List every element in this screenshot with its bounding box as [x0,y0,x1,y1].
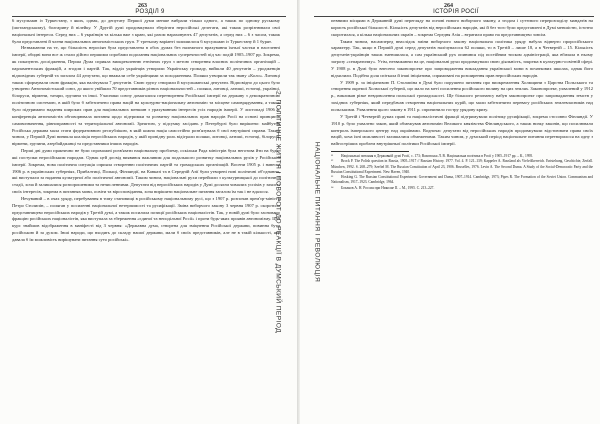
footnote-number: ¹³ [331,175,334,180]
right-header-rule [314,16,594,17]
right-side-title: НАЦІОНАЛЬНЕ ПИТАННЯ І РЕВОЛЮЦІЯ [313,141,321,283]
footnote-number: ¹¹ [331,154,334,159]
right-paragraph-4: У Третій і Четвертій думах праві та націоналістичні фракції підтримували політику русифікації, зокрема стосовно Фінляндії. У 1910 р. було ухвалено закон, який обмежував автономію Великого князівства Фінляндського, а також низку законів, що посилювали контроль імперського центру над окраїнами. Водночас депутати від неросійських народів продовжували відстоювати права своїх націй, хоча їхні можливості залишалися обмеженими. Таким чином, у думський період національне питання перетворилося на одну з найгостріших проблем внутрішньої політики Російської імперії. [331,113,593,147]
left-paragraph-1: 6 мусульман із Туркестану, з яких, однак, до депутату Першої думи менше вибрали тільки одного, а також по одному руському (шотландському), болгарину й вілейку. У Другій думі продовжували зберігати неросійські делегати, які також розрізнювали свої національні інтереси. Серед них – 6 українців та кілька вже з краю, які разом нараховують 47 депутатів, а серед них – 6 з часом, також були представлені й члени національних автономістських груп. У третьому варіанті залишилося 6 мусульман із Туркестану й 1 бурят. [12,18,280,44]
left-running-title: РОЗДІЛ 9 [135,9,165,15]
left-page-number: 263 [138,3,147,9]
footnote-rule [331,151,409,152]
left-paragraph-3: Перші дві думи практично не були спроможні розв'язати національну проблему, оскільки Рада міністрів була неготова йти на будь-які поступки неросійським народам. Однак цей досвід виявився важливим для подальшого розвитку національних рухів у Російській імперії. Зокрема, нова політична ситуація сприяла створенню політичних партій та громадських організацій. Восени 1905 р. і навесні 1906 р. в українських губерніях, Прибалтиці, Польщі, Фінляндії, на Кавказі та в Середній Азії були утворені нові політичні об'єднання, які виступали за надання культурної або політичної автономії. Таким чином, національні рухи перейшли з культурницької до політичної стадії, хоча й залишалися розпорошеними та нечисленними. Депутати від неросійських народів у Думі досягли чималих успіхів у захисті своїх інтересів, зокрема в питаннях мови, освіти та віросповідання, хоча вирішити національне питання загалом їм так і не вдалося. [12,148,280,195]
right-running-title: ІСТОРІЯ РОСІЇ [433,9,479,15]
footnote-number: ¹² [331,159,334,164]
right-page [300,0,600,424]
left-paragraph-4: Нечуваний – в очах уряду, перебування в тому становищі в російському національному русі, що з 1907 р. розпочав прем'єр-міністр Петро Столипін, – полягав у посиленні національної нетерпимості та русифікації. Зміна виборчого закону 3 червня 1907 р. скоротила представництво неросійських народів у Третій думі, а також посилила позиції російських націоналістів. Так, у новій думі було засновано фракцію російських націоналістів, яка виступала за збереження «єдиної та неподільної Росії» і проти будь-яких проявів автономізму. Цей курс знайшов відображення в маніфесті від 3 червня: «Державна дума, створена для зміцнення Російської держави, повинна бути російською й за духом. Інші народи, що входять до складу нашої держави, мали б своїх представників, але не в такій кількості, яка давала б їм можливість вирішувати питання суто російські». [12,195,280,242]
right-page-number: 264 [444,3,453,9]
footnote [331,159,593,175]
right-paragraph-2: Таким чином, насамперед внаслідок зміни виборчого закону національна політика уряду набула відверто проросійського характеру. Так, якщо в Першій думі серед депутатів налічувалося 62 поляки, то в Третій – лише 18, а в Четвертій – 15. Кількість депутатів-українців також зменшилася, а сам український рух опинився під постійним тиском адміністрації, яка вбачала в ньому загрозу «сепаратизму». Утім, незважаючи на це, національні рухи продовжували свою діяльність, зокрема в культурно-освітній сфері. У 1908 р. в Думі було внесено законопроект про запровадження викладання української мови в початкових школах, однак його відхилили. Подібна доля спіткала й інші ініціативи, спрямовані на розширення прав неросійських народів. [331,38,593,78]
footnote-text: Hosking G. The Russian Constitutional Experiment: Government and Duma, 1907–1914. Cambridge, 1973; Pipes R. The Formation of the Soviet Union. Communism and Nationalism, 1917–1923. Cambridge, 1964. [331,175,593,185]
footnote [331,175,593,186]
footnote-text: Brock P. The Polish question in Russia, 1905–1917 // Russian History. 1977. Vol. 4. P. 121–139; Kappeler A. Russland als Vielvölkerreich. Entstehung, Geschichte, Zerfall. München, 1992. S. 268–279; Szeftel M. The Russian Constitution of April 23, 1906. Bruxelles, 1976. Levin A. The Second Duma. A Study of the Social-Democratic Party and the Russian Constitutional Experiment. New Haven, 1940. [331,159,593,174]
left-paragraph-2: Незважаючи на те, що більшість неросіян була представлена в обох думах без належного врахування їхньої частки в населенні імперії, обидві вони все ж стали дійсно першими спробами подолання національних суперечностей під час подій 1905–1907 рр. Зокрема, як показують дослідження, Перша Дума сприяла виокремленню етнічних груп з метою створення власних політичних організацій – парламентських фракцій, а згодом і партій. Так, відділ українців утворили Українську громаду, вийшли 40 депутатів – уродженців відповідних губерній та загалом 44 депутати, що вважали себе українцями за походженням. Поляки утворили так звану «Коло». Литовці також сформували свою фракцію, яка налічувала 7 депутатів. Свою групу створили й мусульманські депутати. Відповідно до цього було утворено Автономістський союз, до якого увійшли 70 представників різних національностей – поляки, литовці, латиші, естонці, українці, білоруси, вірмени, татари, грузини та інші. Учасники союзу домагалися перетворення Російської імперії на державу з демократичною політичною системою, в якій було б забезпечено права націй на культурно-національну автономію та місцеве самоврядування, а також було підтримано надання широких прав для національних меншин з урахуванням інтересів усіх народів імперії. У листопаді 1906 р. конференція автономістів обговорювала питання щодо підтримки та розвитку національних прав народів Росії на основі принципів самовизначення, рівноправності та територіальної автономії. Зрештою, у підсумку засідань у Петербурзі було вирішено: майбутня Російська держава мала стати федеративною республікою, в якій кожна нація самостійно розв'язувала б свої внутрішні справи. Таким чином, у Першій Думі виникла коаліція неросійських народів, у якій провідну роль відіграли поляки, литовці, латиші, естонці, білоруси, вірмени, грузини, азербайджанці та представники інших народів. [12,45,280,147]
left-header-rule [12,16,286,17]
right-paragraph-1: певними місцями в Державній думі перегляду на основі нового виборчого закону, а згодом і суттєвого перерозподілу мандатів на користь російської більшості. Кількість депутатів від неросійських народів, які й без того були представлені в Думі меншістю, істотно скоротилася, а кілька національних окраїн – зокрема Середня Азія – втратили право на представництво зовсім. [331,18,593,37]
footnote-number: ¹⁴ [331,185,334,190]
left-body-text [12,18,280,420]
left-side-title: 2. ПОЛІТИЧНЕ ЖИТТЯ І ПОВОРОТ ДО РЕАКЦІЇ В ДУМСЬКИЙ ПЕРІОД [274,91,282,333]
footnote-text: Національні питання в Державній думі Росії, с. 173; Ваховська Л. В. Національна політика в Росії у 1905–1917 рр. – К., 1995. [341,154,534,159]
right-body-text [331,18,593,420]
right-paragraph-3: У 1909 р. за ініціативою П. Столипіна в Думі було порушено питання про виокремлення Холмщини з Царства Польського та створення окремої Холмської губернії, що мало на меті посилення російського впливу на цих землях. Законопроект, ухвалений у 1912 р., викликав різке невдоволення польської громадськості. Ще більшого резонансу набув законопроект про запровадження земств у західних губерніях, який передбачав створення національних курій, що мали забезпечити перевагу російських землевласників над польськими. Ухвалення цього закону в 1911 р. спричинило гостру урядову кризу. [331,79,593,112]
footnote-text: Боханов А. Н. Россия при Николае II. – М., 1995. С. 213–227. [341,185,435,190]
footnote [331,186,593,191]
